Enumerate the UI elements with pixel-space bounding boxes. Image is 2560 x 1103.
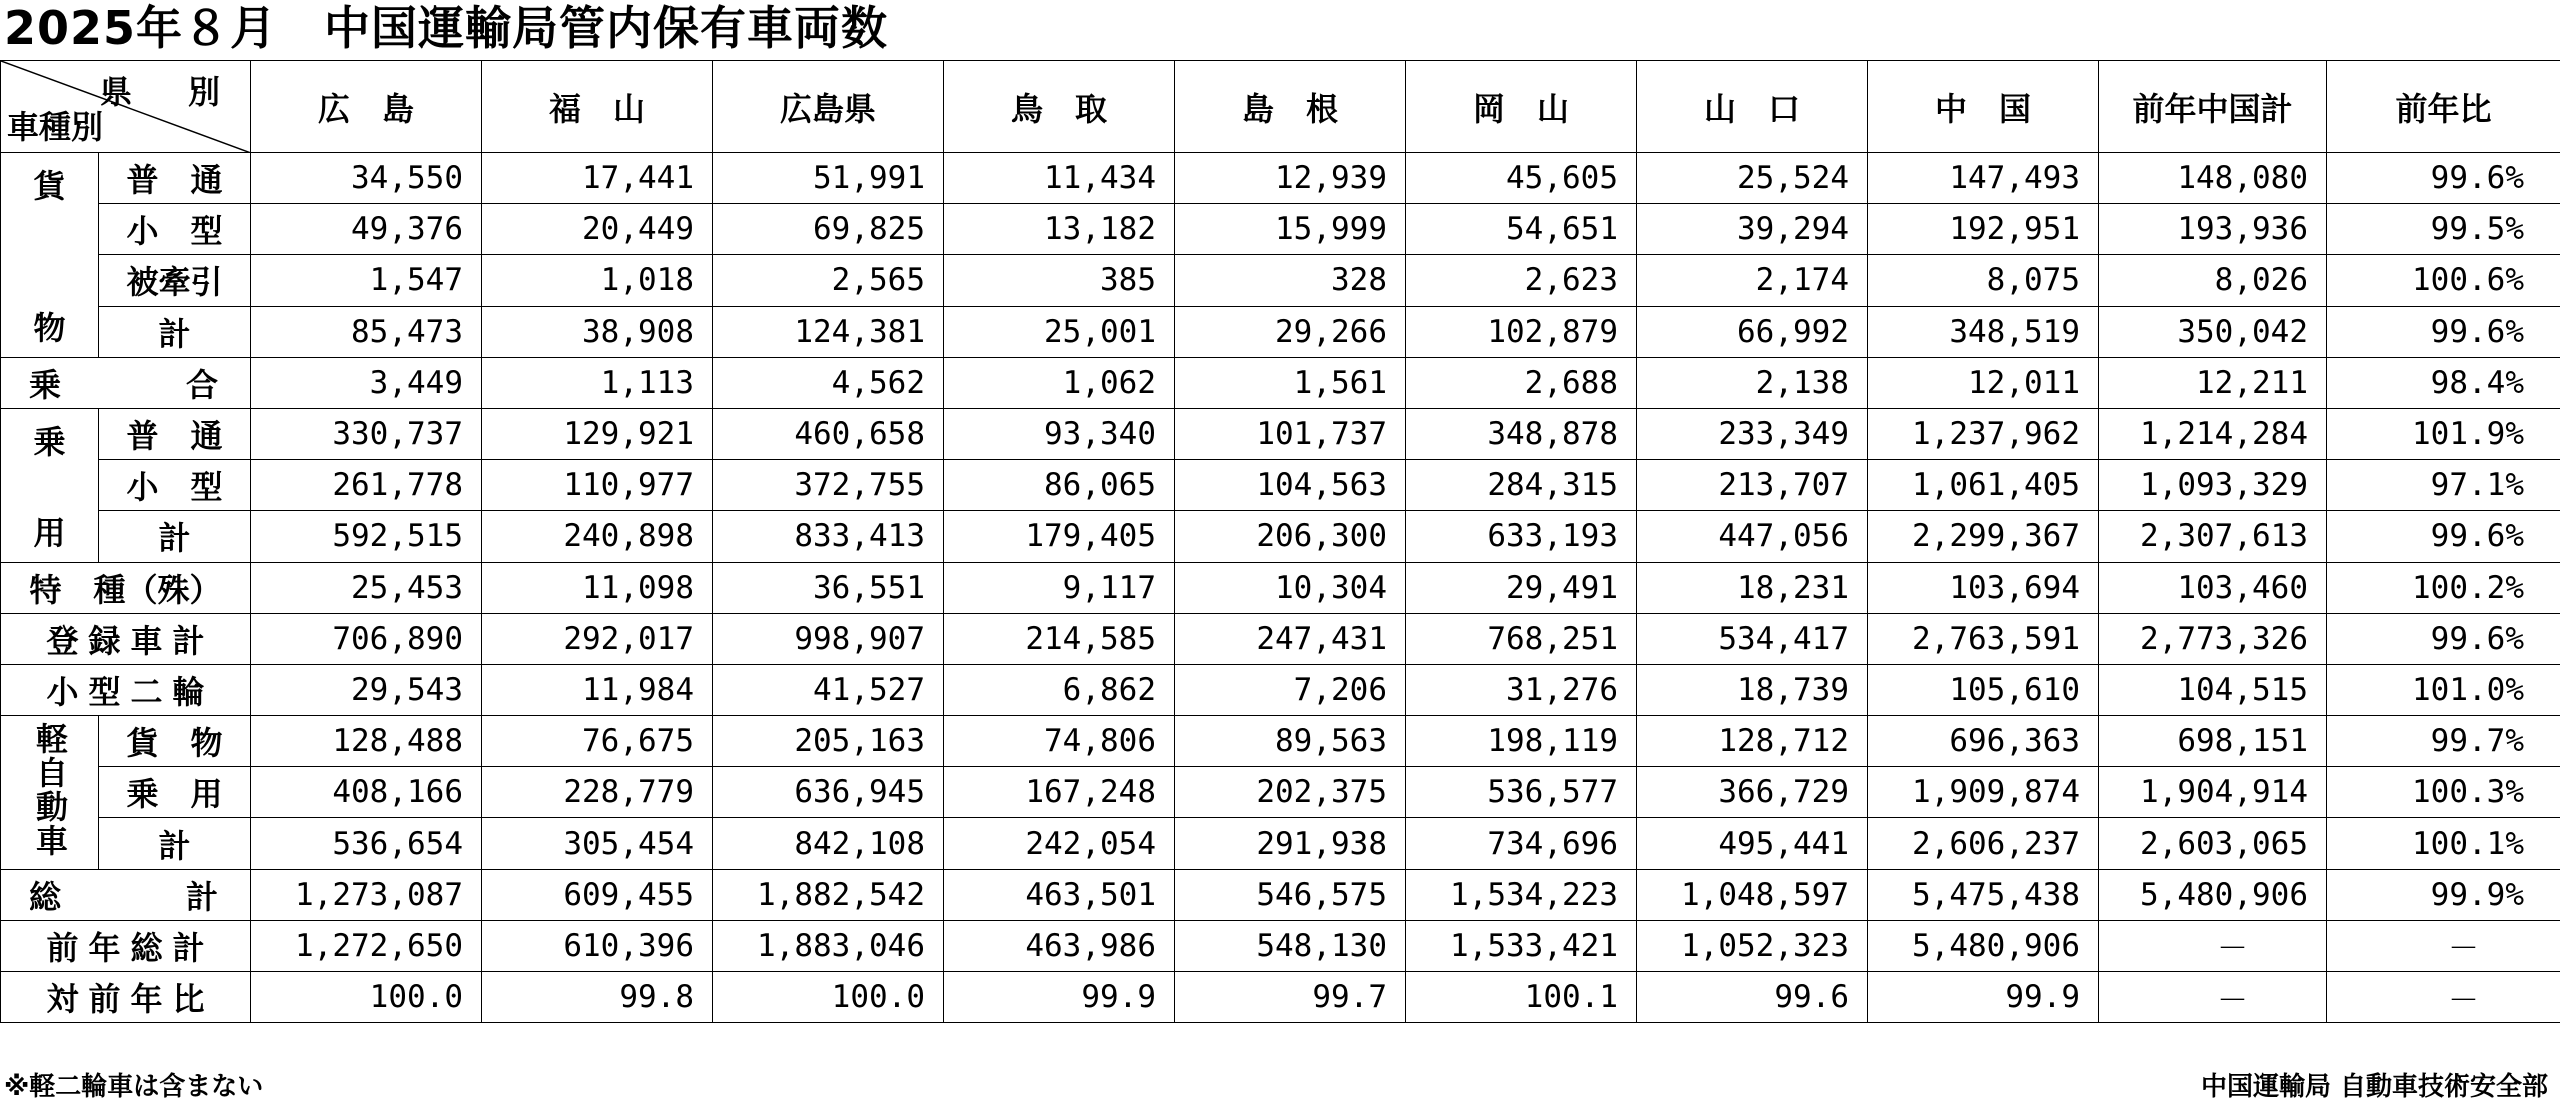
table-cell: 12,011 [1868, 357, 2099, 408]
table-cell: 99.9% [2327, 869, 2560, 920]
row-label: 乗 用 [99, 767, 251, 818]
table-cell: 99.6% [2327, 306, 2560, 357]
table-cell: 93,340 [944, 408, 1175, 459]
table-cell: 13,182 [944, 204, 1175, 255]
table-cell: 36,551 [713, 562, 944, 613]
table-cell: 1,547 [251, 255, 482, 306]
table-cell: 2,688 [1406, 357, 1637, 408]
table-cell: 1,534,223 [1406, 869, 1637, 920]
table-cell: 328 [1175, 255, 1406, 306]
table-cell: 1,882,542 [713, 869, 944, 920]
category-freight [1, 153, 99, 358]
column-header: 山 口 [1637, 61, 1868, 153]
table-cell: 1,113 [482, 357, 713, 408]
table-row [1, 153, 2560, 204]
table-cell: 233,349 [1637, 408, 1868, 459]
table-cell: 100.1% [2327, 818, 2560, 869]
table-cell: 463,501 [944, 869, 1175, 920]
table-cell: 5,480,906 [2099, 869, 2327, 920]
table-row [1, 920, 2560, 971]
table-cell: 29,491 [1406, 562, 1637, 613]
row-label-text: 前 年 総 計 [1, 923, 250, 969]
table-cell: 1,909,874 [1868, 767, 2099, 818]
table-cell: 842,108 [713, 818, 944, 869]
table-cell: 99.7 [1175, 972, 1406, 1023]
table-cell: 101,737 [1175, 408, 1406, 459]
row-label-part: 合 [186, 360, 218, 406]
table-cell: 101.0% [2327, 664, 2560, 715]
row-label: 被牽引 [99, 255, 251, 306]
table-cell: 536,654 [251, 818, 482, 869]
table-cell: 69,825 [713, 204, 944, 255]
table-cell: 2,174 [1637, 255, 1868, 306]
table-cell: 1,214,284 [2099, 408, 2327, 459]
row-label: 貨 物 [99, 716, 251, 767]
table-cell: 49,376 [251, 204, 482, 255]
table-cell: 124,381 [713, 306, 944, 357]
table-cell: 100.0 [713, 972, 944, 1023]
table-row [1, 306, 2560, 357]
table-cell: 534,417 [1637, 613, 1868, 664]
table-cell: 633,193 [1406, 511, 1637, 562]
table-cell: 2,773,326 [2099, 613, 2327, 664]
table-row [1, 613, 2560, 664]
row-label-text: 登 録 車 計 [1, 616, 250, 662]
table-cell: 1,561 [1175, 357, 1406, 408]
table-cell: 105,610 [1868, 664, 2099, 715]
table-cell: 228,779 [482, 767, 713, 818]
table-cell: 348,878 [1406, 408, 1637, 459]
table-cell: 4,562 [713, 357, 944, 408]
row-label-text: 対 前 年 比 [1, 974, 250, 1020]
table-cell: 610,396 [482, 920, 713, 971]
table-cell: 99.5% [2327, 204, 2560, 255]
table-cell: 1,273,087 [251, 869, 482, 920]
table-cell: 2,623 [1406, 255, 1637, 306]
table-cell: 2,763,591 [1868, 613, 2099, 664]
table-cell: 636,945 [713, 767, 944, 818]
table-row [1, 460, 2560, 511]
table-cell: 1,048,597 [1637, 869, 1868, 920]
table-cell: 8,075 [1868, 255, 2099, 306]
row-label-inner [1, 872, 250, 918]
table-cell: 242,054 [944, 818, 1175, 869]
column-header: 前年中国計 [2099, 61, 2327, 153]
table-cell: 99.6 [1637, 972, 1868, 1023]
table-cell: 34,550 [251, 153, 482, 204]
row-label [1, 613, 251, 664]
table-cell: 193,936 [2099, 204, 2327, 255]
table-cell: 99.7% [2327, 716, 2560, 767]
table-cell: 12,939 [1175, 153, 1406, 204]
table-cell: 5,475,438 [1868, 869, 2099, 920]
table-cell: 29,266 [1175, 306, 1406, 357]
row-label-inner [1, 360, 250, 406]
table-cell: 3,449 [251, 357, 482, 408]
table-cell: 372,755 [713, 460, 944, 511]
table-cell: 103,694 [1868, 562, 2099, 613]
table-cell: 99.6% [2327, 153, 2560, 204]
column-header: 広島県 [713, 61, 944, 153]
table-cell: 110,977 [482, 460, 713, 511]
table-cell: 17,441 [482, 153, 713, 204]
table-cell: 366,729 [1637, 767, 1868, 818]
category-kei-label: 軽自動車 [31, 716, 68, 858]
table-cell: 546,575 [1175, 869, 1406, 920]
table-cell: 213,707 [1637, 460, 1868, 511]
row-label: 計 [99, 306, 251, 357]
category-passenger-bottom: 用 [1, 508, 98, 554]
table-cell: 100.0 [251, 972, 482, 1023]
table-cell: 148,080 [2099, 153, 2327, 204]
table-row [1, 511, 2560, 562]
table-cell: 261,778 [251, 460, 482, 511]
row-label-text: 特 種（殊） [1, 565, 250, 611]
table-cell: 100.2% [2327, 562, 2560, 613]
table-cell: 1,062 [944, 357, 1175, 408]
table-cell: 99.8 [482, 972, 713, 1023]
table-cell: 51,991 [713, 153, 944, 204]
table-cell: 706,890 [251, 613, 482, 664]
table-cell: － [2327, 972, 2560, 1023]
table-cell: 41,527 [713, 664, 944, 715]
table-cell: 103,460 [2099, 562, 2327, 613]
table-cell: 25,453 [251, 562, 482, 613]
table-cell: 7,206 [1175, 664, 1406, 715]
table-cell: 1,093,329 [2099, 460, 2327, 511]
table-cell: 98.4% [2327, 357, 2560, 408]
table-cell: 495,441 [1637, 818, 1868, 869]
table-cell: 9,117 [944, 562, 1175, 613]
table-row [1, 972, 2560, 1023]
table-cell: 99.9 [1868, 972, 2099, 1023]
table-cell: 45,605 [1406, 153, 1637, 204]
table-cell: 205,163 [713, 716, 944, 767]
table-cell: 460,658 [713, 408, 944, 459]
table-cell: 247,431 [1175, 613, 1406, 664]
table-cell: 101.9% [2327, 408, 2560, 459]
row-label-part: 計 [186, 872, 218, 918]
table-row [1, 664, 2560, 715]
row-label: 計 [99, 511, 251, 562]
category-passenger-top: 乗 [1, 417, 98, 463]
row-label [1, 869, 251, 920]
table-cell: 206,300 [1175, 511, 1406, 562]
table-cell: 609,455 [482, 869, 713, 920]
table-cell: 76,675 [482, 716, 713, 767]
footnote: ※軽二輪車は含まない [4, 1066, 263, 1103]
table-cell: 350,042 [2099, 306, 2327, 357]
table-cell: 2,138 [1637, 357, 1868, 408]
table-cell: 100.1 [1406, 972, 1637, 1023]
table-cell: 104,515 [2099, 664, 2327, 715]
table-cell: 25,001 [944, 306, 1175, 357]
corner-vehicle-type-label: 車種別 [7, 102, 103, 148]
header-row [1, 61, 2560, 153]
table-cell: 85,473 [251, 306, 482, 357]
table-cell: 1,272,650 [251, 920, 482, 971]
row-label: 計 [99, 818, 251, 869]
column-header: 岡 山 [1406, 61, 1637, 153]
table-cell: 99.9 [944, 972, 1175, 1023]
table-cell: 408,166 [251, 767, 482, 818]
table-cell: 128,488 [251, 716, 482, 767]
table-cell: 292,017 [482, 613, 713, 664]
table-cell: － [2099, 920, 2327, 971]
row-label [1, 920, 251, 971]
page-title: 2025年８月 中国運輸局管内保有車両数 [4, 0, 888, 56]
table-cell: 11,098 [482, 562, 713, 613]
table-row [1, 357, 2560, 408]
column-header: 島 根 [1175, 61, 1406, 153]
table-cell: 198,119 [1406, 716, 1637, 767]
column-header: 鳥 取 [944, 61, 1175, 153]
row-label: 小 型 [99, 204, 251, 255]
vehicle-count-table [0, 60, 2560, 1023]
table-cell: 100.3% [2327, 767, 2560, 818]
table-cell: 2,603,065 [2099, 818, 2327, 869]
table-cell: 2,565 [713, 255, 944, 306]
category-kei [1, 716, 99, 870]
table-row [1, 204, 2560, 255]
table-cell: 99.6% [2327, 511, 2560, 562]
table-cell: 86,065 [944, 460, 1175, 511]
table-cell: 1,052,323 [1637, 920, 1868, 971]
table-cell: 2,606,237 [1868, 818, 2099, 869]
table-row [1, 408, 2560, 459]
table-cell: 6,862 [944, 664, 1175, 715]
table-cell: 15,999 [1175, 204, 1406, 255]
table-cell: 102,879 [1406, 306, 1637, 357]
table-cell: 8,026 [2099, 255, 2327, 306]
table-cell: 5,480,906 [1868, 920, 2099, 971]
table-cell: 99.6% [2327, 613, 2560, 664]
table-cell: 734,696 [1406, 818, 1637, 869]
table-cell: 1,904,914 [2099, 767, 2327, 818]
table-cell: 2,299,367 [1868, 511, 2099, 562]
table-cell: 54,651 [1406, 204, 1637, 255]
table-cell: － [2327, 920, 2560, 971]
table-cell: 1,237,962 [1868, 408, 2099, 459]
table-cell: 1,018 [482, 255, 713, 306]
table-cell: 147,493 [1868, 153, 2099, 204]
table-cell: 1,883,046 [713, 920, 944, 971]
table-cell: 240,898 [482, 511, 713, 562]
table-cell: 768,251 [1406, 613, 1637, 664]
table-cell: 348,519 [1868, 306, 2099, 357]
table-cell: 1,061,405 [1868, 460, 2099, 511]
table-cell: 38,908 [482, 306, 713, 357]
table-row [1, 767, 2560, 818]
table-cell: 179,405 [944, 511, 1175, 562]
row-label [1, 664, 251, 715]
table-cell: 97.1% [2327, 460, 2560, 511]
table-cell: 2,307,613 [2099, 511, 2327, 562]
table-cell: 10,304 [1175, 562, 1406, 613]
table-cell: 128,712 [1637, 716, 1868, 767]
table-cell: 698,151 [2099, 716, 2327, 767]
table-row [1, 716, 2560, 767]
table-cell: － [2099, 972, 2327, 1023]
column-header: 前年比 [2327, 61, 2560, 153]
table-cell: 18,739 [1637, 664, 1868, 715]
table-cell: 284,315 [1406, 460, 1637, 511]
column-header: 広 島 [251, 61, 482, 153]
table-row [1, 255, 2560, 306]
table-cell: 202,375 [1175, 767, 1406, 818]
source-credit: 中国運輸局 自動車技術安全部 [2201, 1066, 2548, 1103]
table-cell: 214,585 [944, 613, 1175, 664]
table-row [1, 562, 2560, 613]
row-label-part: 乗 [29, 360, 61, 406]
table-cell: 100.6% [2327, 255, 2560, 306]
table-cell: 998,907 [713, 613, 944, 664]
table-cell: 31,276 [1406, 664, 1637, 715]
table-cell: 74,806 [944, 716, 1175, 767]
table-cell: 89,563 [1175, 716, 1406, 767]
table-cell: 12,211 [2099, 357, 2327, 408]
table-cell: 104,563 [1175, 460, 1406, 511]
table-row [1, 818, 2560, 869]
column-header: 中 国 [1868, 61, 2099, 153]
table-row [1, 869, 2560, 920]
table-cell: 29,543 [251, 664, 482, 715]
table-cell: 548,130 [1175, 920, 1406, 971]
column-header: 福 山 [482, 61, 713, 153]
table-cell: 18,231 [1637, 562, 1868, 613]
row-label: 普 通 [99, 153, 251, 204]
table-cell: 11,434 [944, 153, 1175, 204]
table-cell: 696,363 [1868, 716, 2099, 767]
table-cell: 385 [944, 255, 1175, 306]
table-cell: 447,056 [1637, 511, 1868, 562]
corner-cell [1, 61, 251, 153]
table-cell: 25,524 [1637, 153, 1868, 204]
table-cell: 592,515 [251, 511, 482, 562]
table-cell: 192,951 [1868, 204, 2099, 255]
table-cell: 463,986 [944, 920, 1175, 971]
category-freight-top: 貨 [1, 161, 98, 207]
table-cell: 1,533,421 [1406, 920, 1637, 971]
row-label: 小 型 [99, 460, 251, 511]
row-label [1, 972, 251, 1023]
row-label [1, 357, 251, 408]
table-cell: 129,921 [482, 408, 713, 459]
corner-prefecture-label: 県 別 [100, 67, 232, 113]
category-freight-bottom: 物 [1, 303, 98, 349]
table-cell: 39,294 [1637, 204, 1868, 255]
table-cell: 536,577 [1406, 767, 1637, 818]
table-cell: 167,248 [944, 767, 1175, 818]
table-cell: 305,454 [482, 818, 713, 869]
table-cell: 66,992 [1637, 306, 1868, 357]
table-cell: 11,984 [482, 664, 713, 715]
row-label [1, 562, 251, 613]
table-cell: 833,413 [713, 511, 944, 562]
table-cell: 20,449 [482, 204, 713, 255]
row-label-part: 総 [29, 872, 61, 918]
row-label: 普 通 [99, 408, 251, 459]
table-cell: 291,938 [1175, 818, 1406, 869]
row-label-text: 小 型 二 輪 [1, 667, 250, 713]
table-cell: 330,737 [251, 408, 482, 459]
category-passenger [1, 408, 99, 562]
